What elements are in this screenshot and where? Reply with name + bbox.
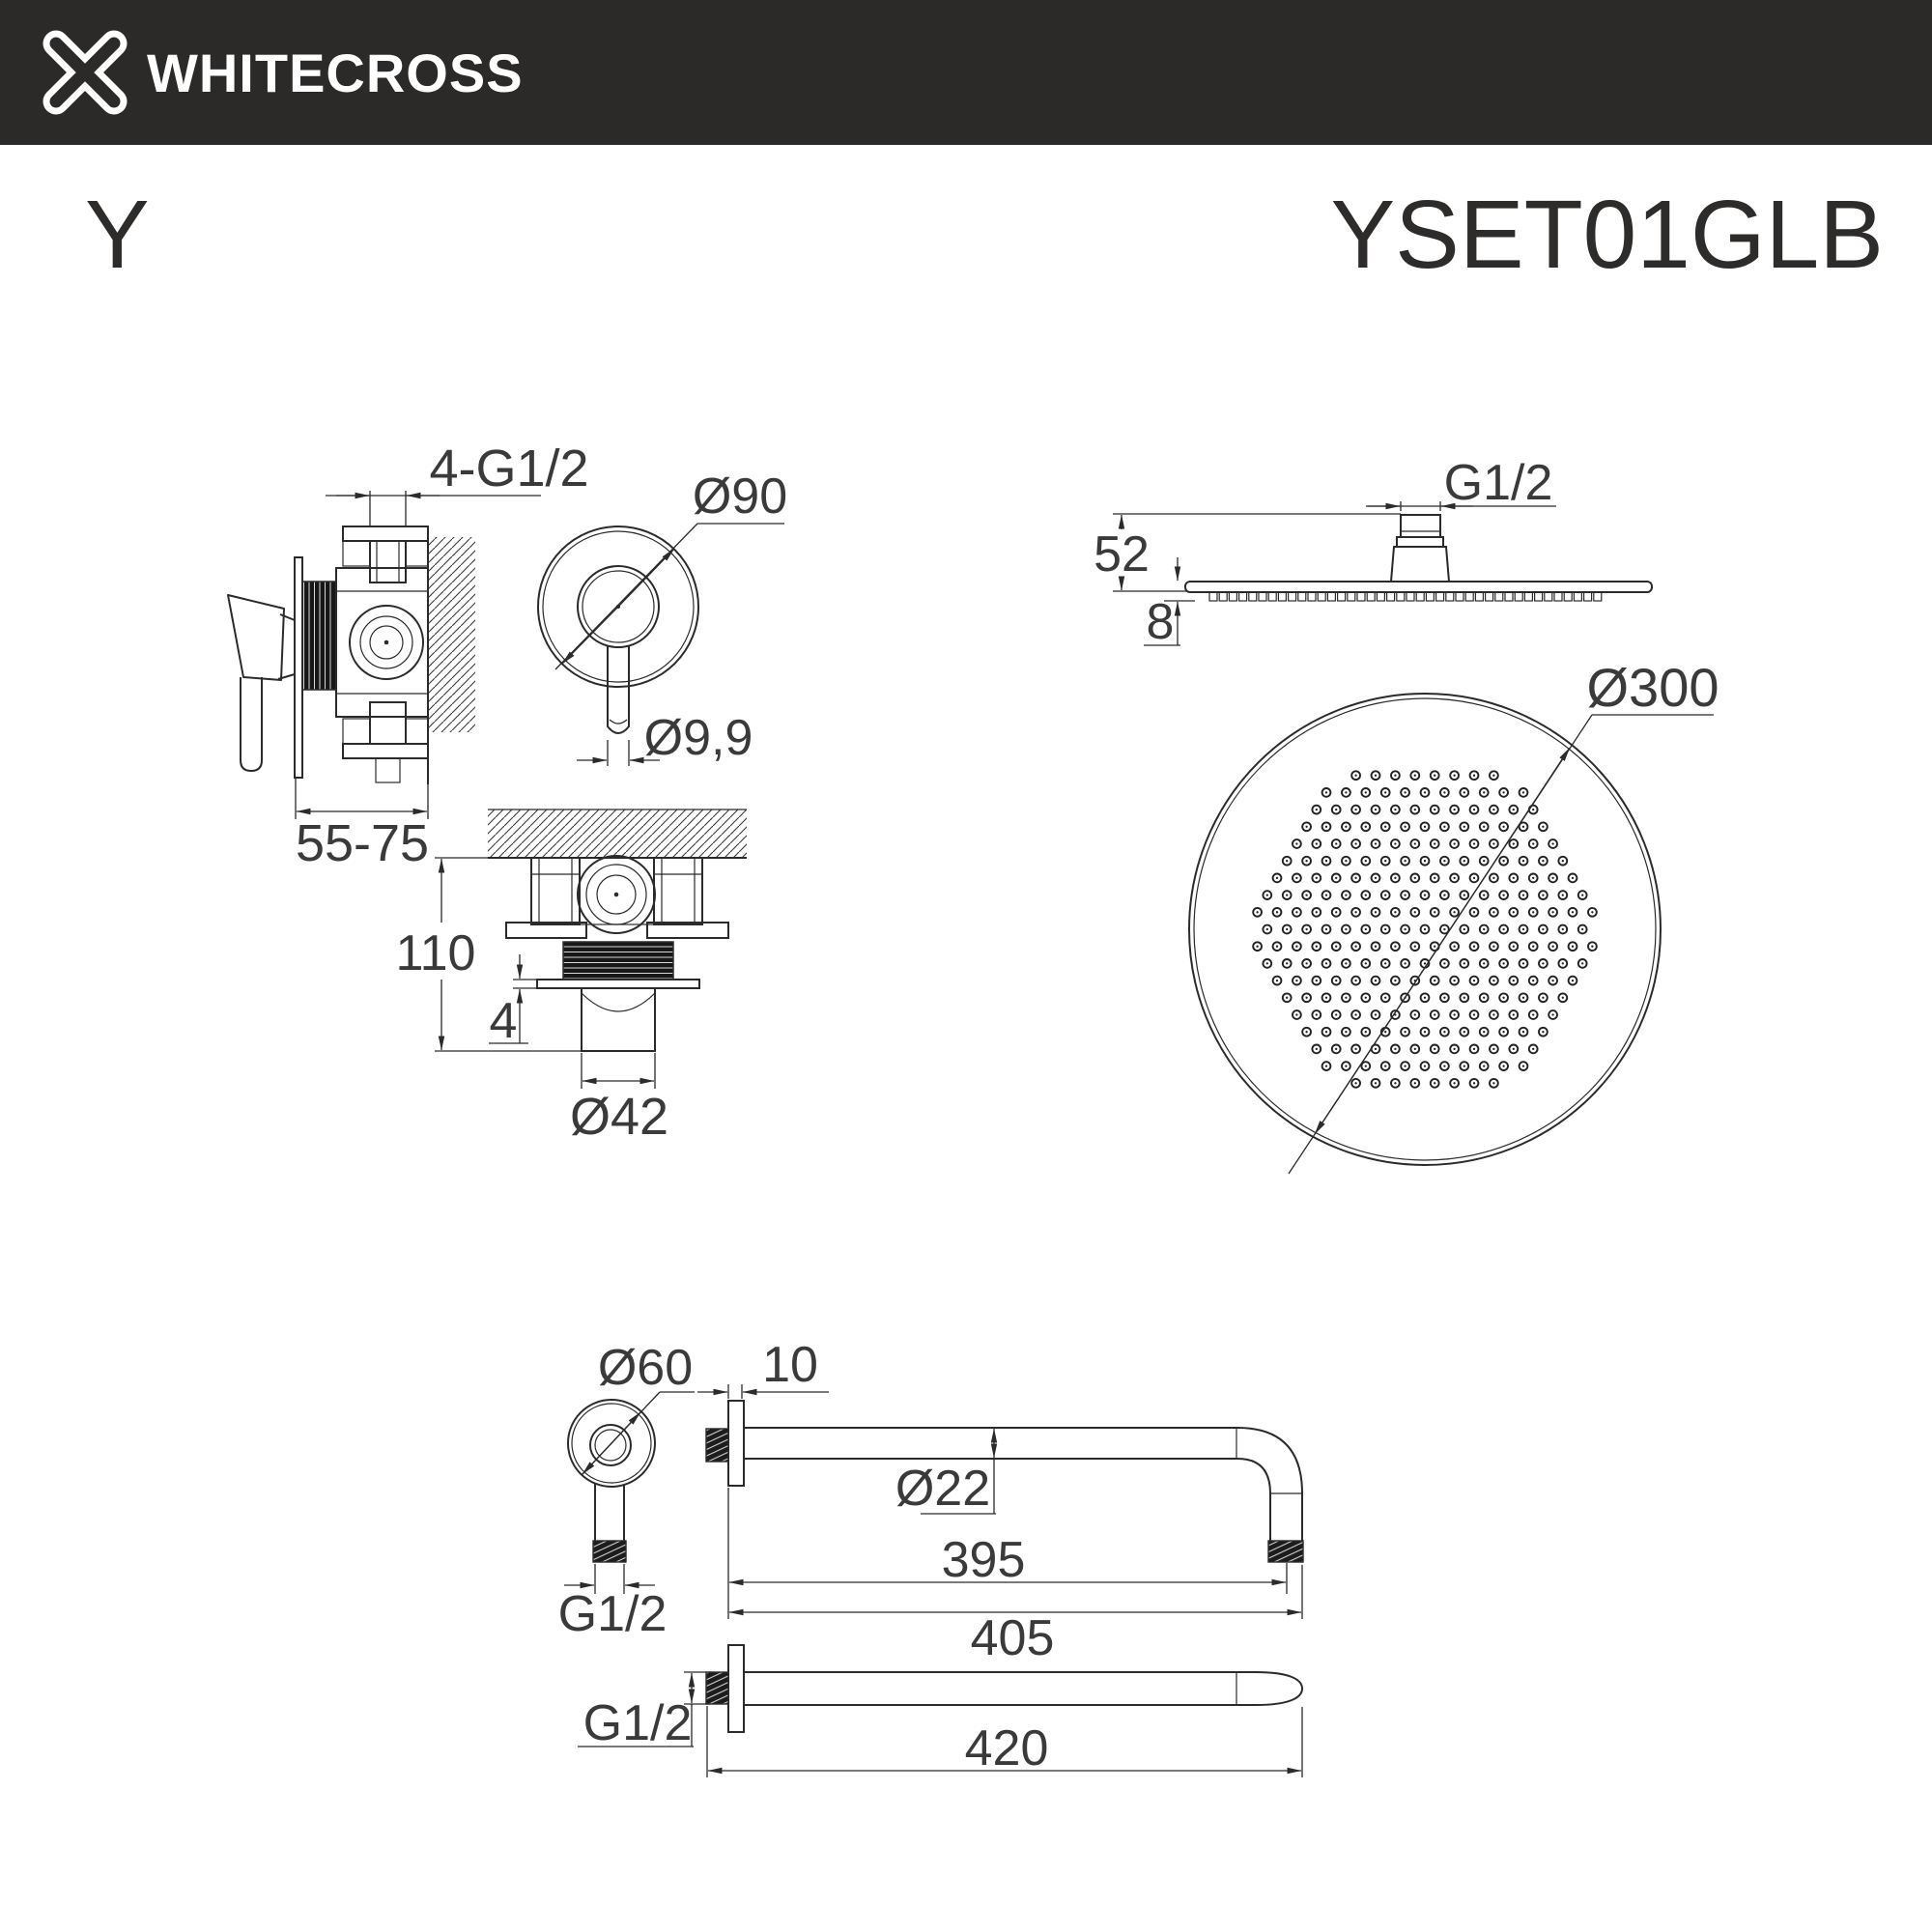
dim-52 <box>1094 514 1401 591</box>
mixer-front-view <box>538 469 787 766</box>
dim-label-length: 420 <box>964 1720 1049 1776</box>
dim-label-thread: G1/2 <box>582 1695 693 1751</box>
wall-hatch <box>488 810 747 858</box>
dim-label-height: 52 <box>1094 526 1150 582</box>
dim-d42 <box>570 1053 668 1146</box>
dim-d90 <box>555 469 787 669</box>
dim-label-plate: 10 <box>762 1337 818 1393</box>
dim-label-depth: 55-75 <box>295 814 430 872</box>
dim-label-plate: 4 <box>489 993 518 1049</box>
model-label: YSET01GLB <box>1330 181 1884 289</box>
dim-label-tube-diameter: Ø22 <box>895 1461 991 1517</box>
dim-label-diameter: Ø300 <box>1586 657 1719 718</box>
dim-label-length-inner: 395 <box>941 1532 1026 1588</box>
outlet-thread <box>1268 1541 1303 1562</box>
dim-10 <box>697 1337 829 1399</box>
spout <box>582 988 655 1051</box>
mixer-bottom-view <box>396 810 747 1146</box>
thread <box>593 1541 626 1562</box>
dim-395 <box>728 1488 1287 1619</box>
nozzle-band <box>1209 592 1602 601</box>
adjustment-sleeve <box>563 942 673 980</box>
wall-thread <box>706 1672 728 1704</box>
wall-hatch <box>428 537 475 732</box>
shower-head-face-view <box>1189 657 1719 1174</box>
series-label: Y <box>85 181 150 289</box>
dim-G12-head <box>1366 455 1556 511</box>
dim-55-75 <box>296 773 429 872</box>
dim-G12-arm-straight <box>578 1672 711 1751</box>
wall-thread <box>706 1429 728 1462</box>
dim-8 <box>1144 557 1195 650</box>
dim-label-thread: G1/2 <box>1443 455 1553 511</box>
dim-label-length-outer: 405 <box>970 1610 1055 1666</box>
dim-d22 <box>895 1429 996 1517</box>
dim-4 <box>489 954 541 1049</box>
dim-label-thread: G1/2 <box>557 1586 668 1642</box>
dim-label-plate: 8 <box>1146 594 1175 650</box>
dim-d9-9 <box>577 710 753 766</box>
dim-label-escutcheon-diameter: Ø60 <box>597 1340 694 1396</box>
dim-420 <box>707 1706 1302 1777</box>
adjustment-sleeve <box>302 582 336 690</box>
shower-arm-bent-view <box>697 1337 1303 1666</box>
dim-4-G12 <box>326 440 589 526</box>
shower-arm-end-view <box>558 1340 695 1642</box>
dim-G12-arm-end <box>558 1564 668 1642</box>
dim-label-height: 110 <box>395 925 476 981</box>
shower-head-side-view <box>1094 455 1652 650</box>
mixer-side-view <box>228 440 589 872</box>
shower-arm-straight-view <box>578 1645 1302 1777</box>
dim-label-handle-diameter: Ø9,9 <box>643 710 753 766</box>
handle-lever <box>228 595 284 680</box>
dim-label-escutcheon-diameter: Ø90 <box>692 469 788 525</box>
nozzle-dots <box>1253 771 1597 1087</box>
dim-label-spout-diameter: Ø42 <box>569 1088 669 1146</box>
brand-name: WHITECROSS <box>147 42 524 103</box>
dim-label-ports: 4-G1/2 <box>429 440 589 497</box>
